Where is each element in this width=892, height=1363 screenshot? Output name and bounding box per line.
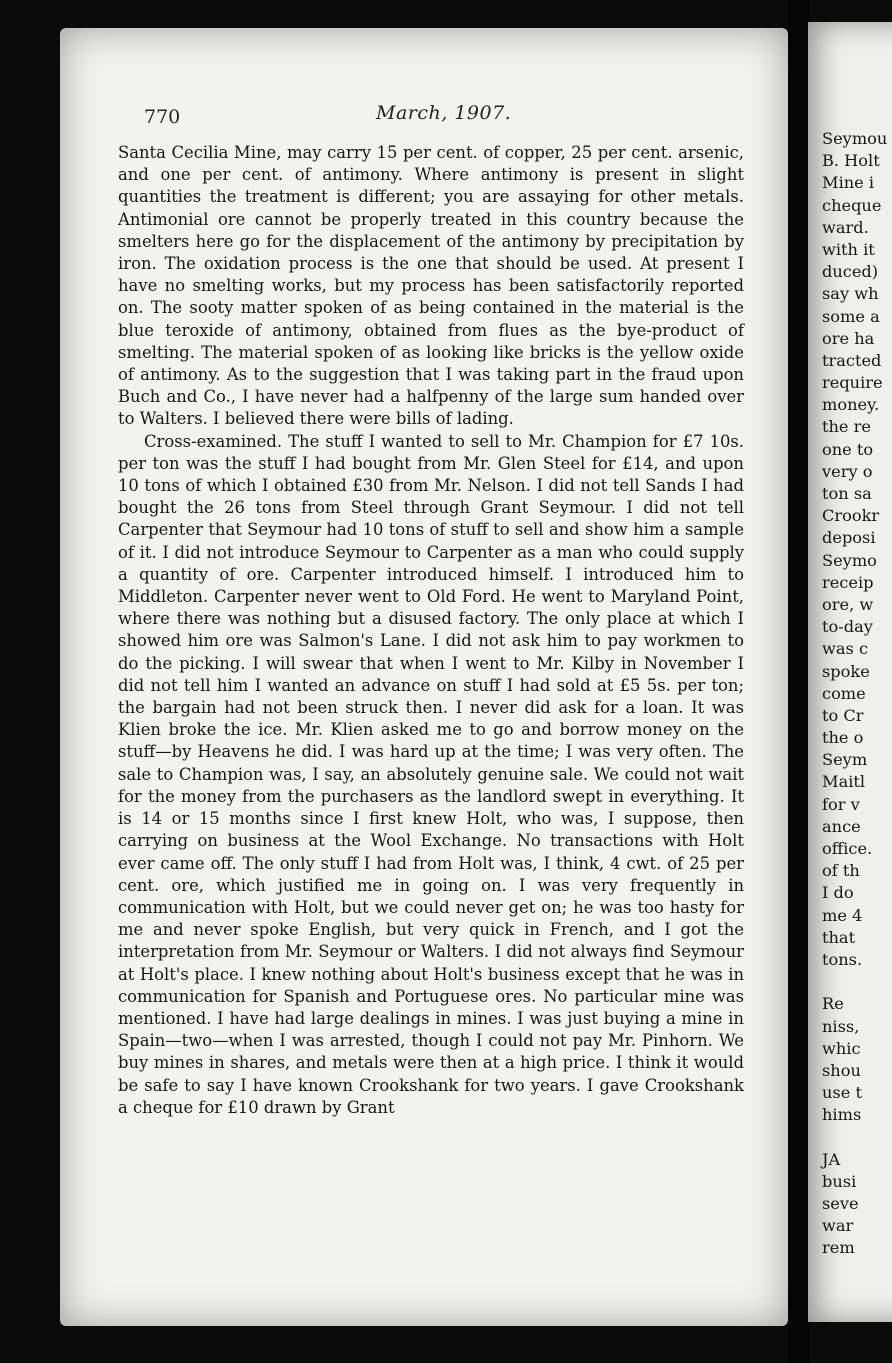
facing-page-line: ward. xyxy=(822,217,869,237)
facing-page-line: busi xyxy=(822,1171,857,1191)
facing-page-line: Mine i xyxy=(822,173,875,193)
page-number: 770 xyxy=(144,106,181,128)
facing-page-line: Maitl xyxy=(822,772,866,792)
facing-page-line: niss, xyxy=(822,1016,860,1036)
facing-page-line: I do xyxy=(822,883,854,903)
facing-page-line: the o xyxy=(822,728,864,748)
facing-page-line: of th xyxy=(822,861,860,881)
facing-page-line: to-day xyxy=(822,617,873,637)
facing-page-line: deposi xyxy=(822,528,876,548)
left-book-page xyxy=(60,28,788,1326)
facing-page-line: say wh xyxy=(822,284,879,304)
facing-page-line: Seym xyxy=(822,750,868,770)
facing-page-text xyxy=(822,128,887,1260)
facing-page-line: Seymou xyxy=(822,129,888,148)
facing-page-line: office. xyxy=(822,839,873,858)
facing-page-line: ton sa xyxy=(822,484,872,503)
line-gap xyxy=(822,1126,887,1148)
facing-page-line: the re xyxy=(822,417,871,437)
facing-page-line: shou xyxy=(822,1060,861,1080)
facing-page-line: ance xyxy=(822,816,861,836)
facing-page-line: spoke xyxy=(822,661,870,681)
facing-page-line: B. Holt xyxy=(822,151,880,171)
facing-page-line: come xyxy=(822,683,866,703)
page-body xyxy=(118,142,744,1119)
facing-page-line: hims xyxy=(822,1105,862,1125)
facing-page-line: whic xyxy=(822,1038,861,1058)
facing-page-line: cheque xyxy=(822,195,882,215)
facing-page-line: that xyxy=(822,927,856,947)
paragraph: Cross-examined. The stuff I wanted to sell to Mr. Champion for £7 10s. per ton was the stuff I had bought from Mr. Glen Steel for £14, and upon 10 tons of which I obtained £30 from Mr. Nelson. I did not tell Sands I had bought the 26 tons from Steel through Grant Seymour. I did not tell Carpenter that Seymour had 10 tons of stuff to sell and show him a sample of it. I did not introduce Seymour to Carpenter as a man who could supply a quantity of ore. Carpenter introduced himself. I introduced him to Middleton. Carpenter never went to Old Ford. He went to Maryland Point, where there was nothing but a disused factory. The only place at which I showed him ore was Salmon's Lane. I did not ask him to pay workmen to do the picking. I will swear that when I went to Mr. Kilby in November I did not tell him I wanted an advance on stuff I had sold at £5 5s. per ton; the bargain had not been struck then. I never did ask for a loan. It was Klien broke the ice. Mr. Klien asked me to go and borrow money on the stuff—by Heavens he did. I was hard up at the time; I was very often. The sale to Champion was, I say, an absolutely genuine sale. We could not wait for the money from the purchasers as the landlord swept in everything. It is 14 or 15 months since I first knew Holt, who was, I suppose, then carrying on business at the Wool Exchange. No transactions with Holt ever came off. The only stuff I had from Holt was, I think, 4 cwt. of 25 per cent. ore, which justified me in going on. I was very frequently in communication with Holt, but we could never get on; he was too hasty for me and never spoke English, but very quick in French, and I got the interpretation from Mr. Seymour or Walters. I did not always find Seymour at Holt's place. I knew nothing about Holt's business except that he was in communication for Spanish and Portuguese ores. No particular mine was mentioned. I have had large dealings in mines. I was just buying a mine in Spain—two—when I was arrested, though I could not pay Mr. Pinhorn. We buy mines in shares, and metals were then at a high price. I think it would be safe to say I have known Crookshank for two years. I gave Crookshank a cheque for £10 drawn by Grant xyxy=(118,431,744,1117)
line-gap xyxy=(822,971,887,993)
facing-page-line: money. xyxy=(822,395,880,415)
facing-page-line: receip xyxy=(822,572,874,592)
facing-page-line: Crookr xyxy=(822,506,880,526)
facing-page-line: require xyxy=(822,373,883,393)
facing-page-line: use t xyxy=(822,1083,862,1103)
facing-page-line: rem xyxy=(822,1238,855,1258)
facing-page-line: to Cr xyxy=(822,705,864,725)
facing-page-line: duced) xyxy=(822,262,879,282)
facing-page-line: some a xyxy=(822,306,880,326)
facing-page-line: one to xyxy=(822,439,874,459)
facing-page-line: for v xyxy=(822,794,860,814)
facing-page-line: Seymo xyxy=(822,550,877,570)
facing-page-line: tons. xyxy=(822,949,863,969)
facing-page-line: Re xyxy=(822,994,844,1014)
running-head: March, 1907. xyxy=(376,102,512,124)
facing-page-line: very o xyxy=(822,461,873,481)
facing-page-line: ore ha xyxy=(822,328,875,348)
facing-page-line: tracted xyxy=(822,350,882,370)
facing-page-line: seve xyxy=(822,1194,859,1213)
facing-page-line: was c xyxy=(822,639,869,659)
paragraph: Santa Cecilia Mine, may carry 15 per cent. of copper, 25 per cent. arsenic, and one per cent. of antimony. Where antimony is present in slight quantities the treatment is different; you are assaying for other metals. Antimonial ore cannot be properly treated in this country because the smelters here go for the displacement of the antimony by precipitation by iron. The oxidation process is the one that should be used. At present I have no smelting works, but my process has been satisfactorily reported on. The sooty matter spoken of as being contained in the material is the blue teroxide of antimony, obtained from flues as the bye-product of smelting. The material spoken of as looking like bricks is the yellow oxide of antimony. As to the suggestion that I was taking part in the fraud upon Buch and Co., I have never had a halfpenny of the large sum handed over to Walters. I believed there were bills of lading. xyxy=(118,143,744,429)
facing-page-line: me 4 xyxy=(822,905,863,925)
facing-book-page xyxy=(808,22,892,1322)
facing-page-line: with it xyxy=(822,239,875,259)
book-spine-gutter xyxy=(788,0,810,1363)
facing-page-line: ore, w xyxy=(822,594,874,614)
facing-page-line: war xyxy=(822,1216,854,1236)
facing-page-line: JA xyxy=(822,1149,841,1169)
